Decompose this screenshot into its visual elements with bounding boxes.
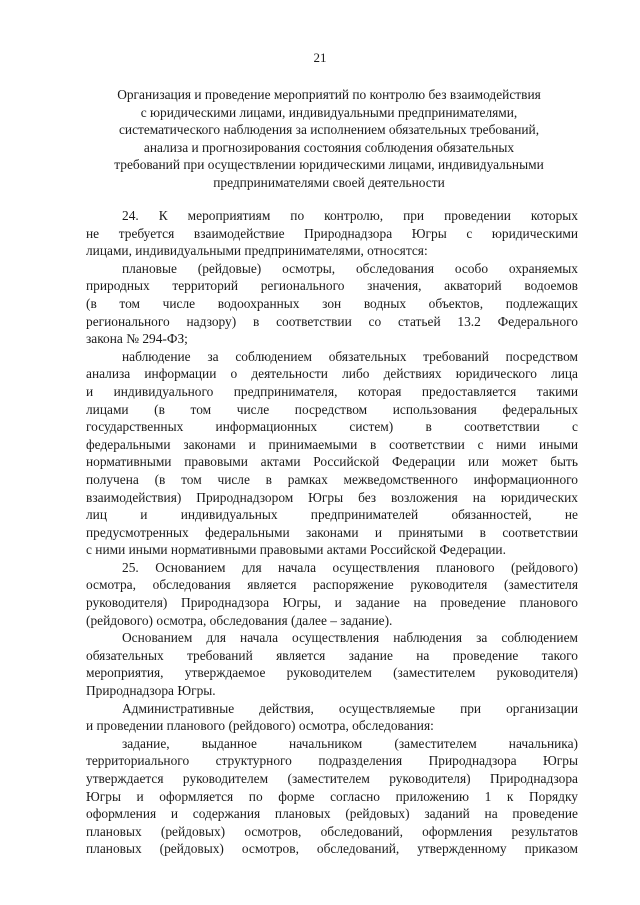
text-line: нормативными правовыми актами Российской Федерации или может быть <box>86 454 578 470</box>
text-line: руководителя) Природнадзора Югры, и задание на проведение планового <box>86 595 578 611</box>
page-number: 21 <box>313 50 327 65</box>
text-line: плановые (рейдовые) осмотры, обследования особо охраняемых <box>122 260 578 276</box>
paragraph-observation-basis <box>86 629 578 699</box>
text-line: плановых (рейдовых) осмотров, обследований, оформления результатов <box>86 823 578 839</box>
text-line: природных территорий регионального значения, акваторий водоемов <box>86 278 578 294</box>
text-line: и проведении планового (рейдового) осмотра, обследования: <box>86 718 434 734</box>
text-line: утверждается руководителем (заместителем руководителя) Природнадзора <box>86 771 578 786</box>
text-line: Югры и оформляется по форме согласно приложению 1 к Порядку <box>86 788 578 804</box>
text-line: Административные действия, осуществляемые при организации <box>122 700 578 716</box>
text-line: территориального структурного подразделения Природнадзора Югры <box>86 753 578 769</box>
text-line: мероприятия, утверждаемое руководителем (заместителем руководителя) <box>86 665 578 681</box>
text-line: взаимодействия) Природнадзором Югры без возложения на юридических <box>86 489 578 505</box>
text-line: задание, выданное начальником (заместителем начальника) <box>122 735 578 751</box>
title-line: анализа и прогнозирования состояния соблюдения обязательных <box>143 139 515 155</box>
text-line: Природнадзора Югры. <box>86 683 216 699</box>
section-title <box>80 86 578 192</box>
title-line: с юридическими лицами, индивидуальными предпринимателями, <box>140 104 518 120</box>
text-line: государственных информационных систем) в соответствии с <box>86 419 578 435</box>
paragraph-24 <box>86 207 578 260</box>
text-line: получена (в том числе в рамках межведомственного информационного <box>86 471 578 487</box>
text-line: лиц и индивидуальных предпринимателей обязанностей, не <box>86 507 578 523</box>
text-line: закона № 294-ФЗ; <box>86 331 188 347</box>
paragraph-25 <box>86 559 578 629</box>
text-line: оформления и содержания плановых (рейдовых) заданий на проведение <box>86 806 578 822</box>
text-line: не требуется взаимодействие Природнадзора Югры с юридическими <box>86 225 578 241</box>
text-line: с ними иными нормативными правовыми актами Российской Федерации. <box>86 542 506 558</box>
title-line: требований при осуществлении юридическими лицами, индивидуальными <box>114 157 544 173</box>
title-line: систематического наблюдения за исполнением обязательных требований, <box>118 122 540 138</box>
body-text <box>86 207 578 858</box>
paragraph-observation <box>86 348 578 559</box>
text-line: и индивидуального предпринимателя, которая предоставляется такими <box>86 383 578 399</box>
text-line: анализа информации о деятельности либо действиях юридического лица <box>86 366 578 382</box>
paragraph-assignment <box>86 735 578 858</box>
title-line: предпринимателями своей деятельности <box>213 174 445 190</box>
text-line: регионального надзору) в соответствии со статьей 13.2 Федерального <box>86 313 578 329</box>
text-line: наблюдение за соблюдением обязательных требований посредством <box>122 348 578 364</box>
text-line: Основанием для начала осуществления наблюдения за соблюдением <box>122 630 578 646</box>
text-line: осмотра, обследования является распоряжение руководителя (заместителя <box>86 577 578 593</box>
text-line: плановых (рейдовых) осмотров, обследований, утвержденному приказом <box>86 841 578 857</box>
paragraph-planned-inspections <box>86 260 578 348</box>
text-line: обязательных требований является задание на проведение такого <box>86 647 578 663</box>
text-line: предусмотренных федеральными законами и принятыми в соответствии <box>86 524 578 540</box>
paragraph-admin-actions <box>86 700 578 735</box>
text-line: (рейдового) осмотра, обследования (далее – задание). <box>86 612 393 628</box>
title-line: Организация и проведение мероприятий по контролю без взаимодействия <box>117 87 541 102</box>
text-line: 25. Основанием для начала осуществления планового (рейдового) <box>122 559 578 575</box>
text-line: лицами (в том числе посредством использования федеральных <box>86 401 578 417</box>
text-line: лицами, индивидуальными предпринимателями, относятся: <box>86 243 428 259</box>
text-line: (в том числе водоохранных зон водных объектов, подлежащих <box>86 295 578 311</box>
text-line: федеральными законами и принимаемыми в соответствии с ними иными <box>86 436 578 452</box>
text-line: 24. К мероприятиям по контролю, при проведении которых <box>122 208 578 223</box>
